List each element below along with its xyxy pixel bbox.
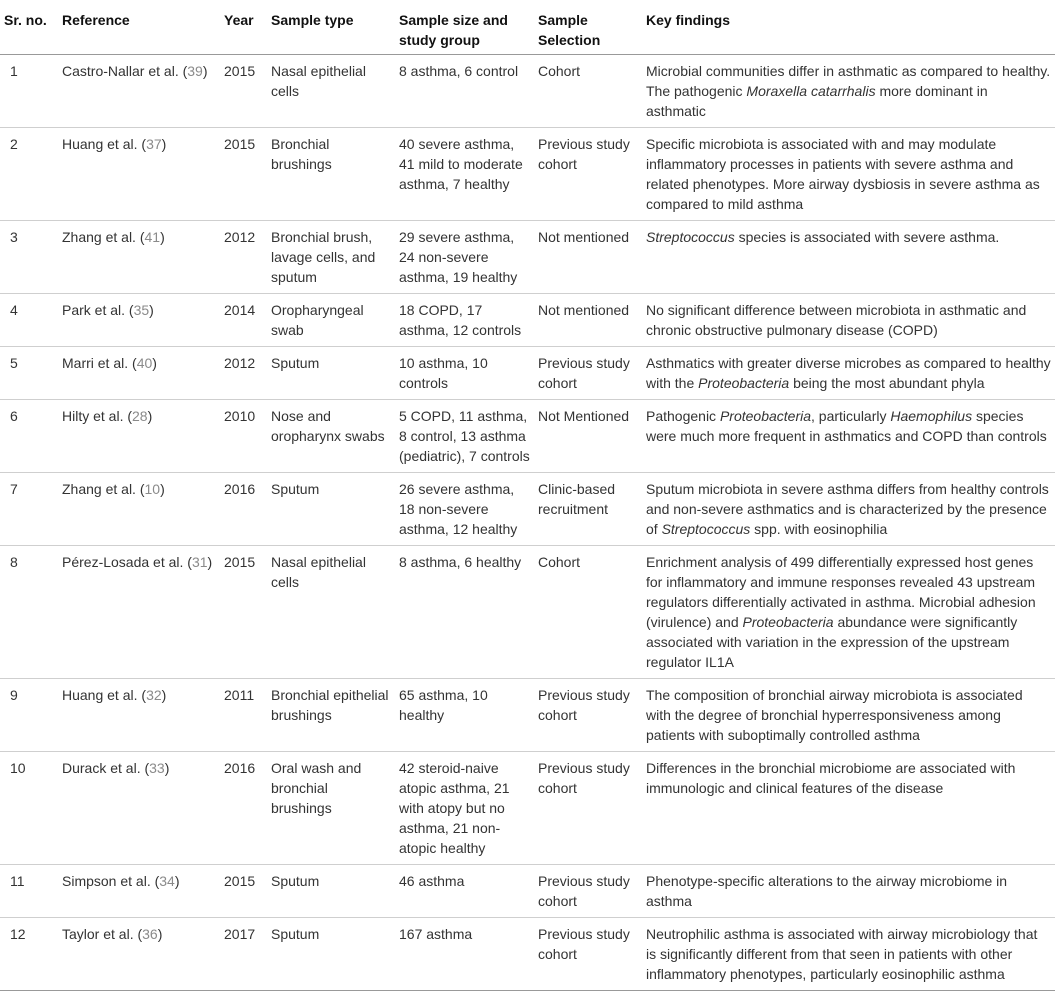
- header-reference: Reference: [58, 0, 220, 55]
- sample-type-cell: Nasal epithelial cells: [267, 55, 395, 128]
- table-row: [0, 128, 1055, 221]
- table-row: [0, 473, 1055, 546]
- findings-text: species were much more frequent in asthmatics and COPD than controls: [646, 408, 1047, 444]
- year-cell: 2016: [220, 473, 267, 546]
- citation-link[interactable]: 36: [142, 926, 158, 942]
- header-sample-size: Sample size and study group: [395, 0, 534, 55]
- selection-cell: Previous study cohort: [534, 128, 642, 221]
- row-number: 9: [0, 679, 58, 752]
- reference-close-paren: ): [147, 408, 153, 424]
- sample-size-cell: 5 COPD, 11 asthma, 8 control, 13 asthma (pediatric), 7 controls: [395, 400, 534, 473]
- row-number: 3: [0, 221, 58, 294]
- table-row: [0, 347, 1055, 400]
- reference-author: Durack et al. (: [62, 760, 150, 776]
- selection-cell: Previous study cohort: [534, 679, 642, 752]
- findings-cell: [642, 679, 1055, 752]
- reference-cell: [58, 679, 220, 752]
- findings-cell: [642, 865, 1055, 918]
- findings-text: Sputum microbiota in severe asthma differs from healthy controls and non-severe asthmatics and is characterized by the presence of: [646, 481, 1049, 537]
- row-number: 6: [0, 400, 58, 473]
- sample-size-cell: 10 asthma, 10 controls: [395, 347, 534, 400]
- reference-close-paren: ): [202, 63, 208, 79]
- row-number: 10: [0, 752, 58, 865]
- row-number: 12: [0, 918, 58, 991]
- citation-link[interactable]: 35: [133, 302, 150, 318]
- row-number: 11: [0, 865, 58, 918]
- selection-cell: Clinic-based recruitment: [534, 473, 642, 546]
- year-cell: 2012: [220, 347, 267, 400]
- findings-text: Differences in the bronchial microbiome are associated with immunologic and clinical features of the disease: [646, 760, 1016, 796]
- row-number: 1: [0, 55, 58, 128]
- citation-link[interactable]: 37: [146, 136, 162, 152]
- findings-cell: [642, 400, 1055, 473]
- findings-text: Enrichment analysis of 499 differentially expressed host genes for inflammatory and immune responses revealed 43 upstream regulators differentially activated in asthma. Microbial adhesion (virulence) and: [646, 554, 1036, 630]
- table-row: [0, 679, 1055, 752]
- row-number: 7: [0, 473, 58, 546]
- reference-cell: [58, 865, 220, 918]
- selection-cell: Previous study cohort: [534, 347, 642, 400]
- findings-cell: [642, 546, 1055, 679]
- reference-close-paren: ): [157, 926, 163, 942]
- sample-type-cell: Bronchial brushings: [267, 128, 395, 221]
- sample-type-cell: Bronchial brush, lavage cells, and sputum: [267, 221, 395, 294]
- reference-cell: [58, 546, 220, 679]
- sample-type-cell: Oropharyngeal swab: [267, 294, 395, 347]
- reference-cell: [58, 400, 220, 473]
- reference-close-paren: ): [161, 136, 167, 152]
- findings-italic-text: Proteobacteria: [719, 408, 812, 424]
- findings-text: Microbial communities differ in asthmatic as compared to healthy. The pathogenic: [646, 63, 1051, 99]
- reference-author: Taylor et al. (: [62, 926, 143, 942]
- selection-cell: Previous study cohort: [534, 865, 642, 918]
- findings-italic-text: Haemophilus: [890, 408, 973, 424]
- findings-text: being the most abundant phyla: [789, 375, 985, 391]
- citation-link[interactable]: 31: [191, 554, 208, 570]
- year-cell: 2011: [220, 679, 267, 752]
- reference-author: Simpson et al. (: [62, 873, 160, 889]
- year-cell: 2016: [220, 752, 267, 865]
- citation-link[interactable]: 33: [149, 760, 165, 776]
- findings-text: Neutrophilic asthma is associated with airway microbiology that is significantly different from that seen in patients with other inflammatory phenotypes, particularly eosinophilic asthma: [646, 926, 1038, 982]
- reference-author: Pérez-Losada et al. (: [62, 554, 192, 570]
- citation-link[interactable]: 10: [144, 481, 161, 497]
- findings-italic-text: Streptococcus: [661, 521, 751, 537]
- reference-author: Marri et al. (: [62, 355, 137, 371]
- sample-size-cell: 167 asthma: [395, 918, 534, 991]
- sample-type-cell: Oral wash and bronchial brushings: [267, 752, 395, 865]
- sample-type-cell: Nasal epithelial cells: [267, 546, 395, 679]
- sample-size-cell: 18 COPD, 17 asthma, 12 controls: [395, 294, 534, 347]
- citation-link[interactable]: 40: [136, 355, 153, 371]
- citation-link[interactable]: 39: [187, 63, 203, 79]
- table-row: [0, 221, 1055, 294]
- year-cell: 2015: [220, 546, 267, 679]
- header-selection: Sample Selection: [534, 0, 642, 55]
- findings-cell: [642, 473, 1055, 546]
- reference-close-paren: ): [174, 873, 180, 889]
- sample-size-cell: 46 asthma: [395, 865, 534, 918]
- reference-author: Park et al. (: [62, 302, 134, 318]
- year-cell: 2017: [220, 918, 267, 991]
- selection-cell: Not mentioned: [534, 294, 642, 347]
- year-cell: 2012: [220, 221, 267, 294]
- reference-cell: [58, 347, 220, 400]
- sample-type-cell: Bronchial epithelial brushings: [267, 679, 395, 752]
- table-row: [0, 546, 1055, 679]
- findings-text: more dominant in asthmatic: [646, 83, 988, 119]
- findings-italic-text: Streptococcus: [646, 229, 735, 245]
- reference-author: Zhang et al. (: [62, 229, 145, 245]
- selection-cell: Not mentioned: [534, 221, 642, 294]
- header-row: [0, 0, 1055, 55]
- sample-size-cell: 42 steroid-naive atopic asthma, 21 with atopy but no asthma, 21 non-atopic healthy: [395, 752, 534, 865]
- reference-close-paren: ): [160, 229, 165, 245]
- year-cell: 2015: [220, 865, 267, 918]
- findings-italic-text: Moraxella catarrhalis: [746, 83, 876, 99]
- findings-text: spp. with eosinophilia: [750, 521, 888, 537]
- sample-type-cell: Sputum: [267, 347, 395, 400]
- findings-text: Pathogenic: [646, 408, 720, 424]
- reference-cell: [58, 918, 220, 991]
- table-row: [0, 294, 1055, 347]
- sample-type-cell: Sputum: [267, 865, 395, 918]
- row-number: 4: [0, 294, 58, 347]
- row-number: 8: [0, 546, 58, 679]
- sample-size-cell: 29 severe asthma, 24 non-severe asthma, 19 healthy: [395, 221, 534, 294]
- reference-author: Huang et al. (: [62, 136, 147, 152]
- reference-close-paren: ): [149, 302, 154, 318]
- sample-size-cell: 40 severe asthma, 41 mild to moderate asthma, 7 healthy: [395, 128, 534, 221]
- findings-cell: [642, 221, 1055, 294]
- findings-cell: [642, 752, 1055, 865]
- sample-type-cell: Nose and oropharynx swabs: [267, 400, 395, 473]
- selection-cell: Previous study cohort: [534, 918, 642, 991]
- header-srno: Sr. no.: [0, 0, 58, 55]
- findings-text: , particularly: [811, 408, 891, 424]
- sample-size-cell: 8 asthma, 6 healthy: [395, 546, 534, 679]
- reference-cell: [58, 55, 220, 128]
- findings-cell: [642, 294, 1055, 347]
- citation-link[interactable]: 41: [144, 229, 161, 245]
- reference-cell: [58, 294, 220, 347]
- row-number: 2: [0, 128, 58, 221]
- selection-cell: Previous study cohort: [534, 752, 642, 865]
- year-cell: 2014: [220, 294, 267, 347]
- findings-text: abundance were significantly associated with variation in the expression of the upstream regulator IL1A: [646, 614, 1018, 670]
- reference-author: Hilty et al. (: [62, 408, 133, 424]
- findings-text: species is associated with severe asthma.: [734, 229, 1000, 245]
- reference-author: Huang et al. (: [62, 687, 147, 703]
- findings-text: The composition of bronchial airway microbiota is associated with the degree of bronchial hyperresponsiveness among patients with suboptimally controlled asthma: [646, 687, 1023, 743]
- reference-author: Castro-Nallar et al. (: [62, 63, 188, 79]
- reference-close-paren: ): [161, 687, 167, 703]
- selection-cell: Cohort: [534, 55, 642, 128]
- sample-size-cell: 26 severe asthma, 18 non-severe asthma, 12 healthy: [395, 473, 534, 546]
- table-row: [0, 865, 1055, 918]
- findings-cell: [642, 128, 1055, 221]
- header-findings: Key findings: [642, 0, 1055, 55]
- header-sample-type: Sample type: [267, 0, 395, 55]
- findings-text: Specific microbiota is associated with and may modulate inflammatory processes in patients with severe asthma and related phenotypes. More airway dysbiosis in severe asthma as compared to mild asthma: [646, 136, 1040, 212]
- findings-cell: [642, 347, 1055, 400]
- year-cell: 2015: [220, 55, 267, 128]
- table-row: [0, 918, 1055, 991]
- citation-link[interactable]: 28: [132, 408, 148, 424]
- selection-cell: Cohort: [534, 546, 642, 679]
- reference-close-paren: ): [164, 760, 170, 776]
- sample-size-cell: 8 asthma, 6 control: [395, 55, 534, 128]
- header-year: Year: [220, 0, 267, 55]
- reference-cell: [58, 128, 220, 221]
- reference-cell: [58, 752, 220, 865]
- findings-text: Asthmatics with greater diverse microbes as compared to healthy with the: [646, 355, 1051, 391]
- selection-cell: Not Mentioned: [534, 400, 642, 473]
- table-row: [0, 55, 1055, 128]
- table-body: [0, 55, 1055, 991]
- sample-type-cell: Sputum: [267, 918, 395, 991]
- findings-text: Phenotype-specific alterations to the airway microbiome in asthma: [646, 873, 1008, 909]
- table-row: [0, 400, 1055, 473]
- table-row: [0, 752, 1055, 865]
- findings-italic-text: Proteobacteria: [742, 614, 834, 630]
- sample-size-cell: 65 asthma, 10 healthy: [395, 679, 534, 752]
- row-number: 5: [0, 347, 58, 400]
- findings-text: No significant difference between microbiota in asthmatic and chronic obstructive pulmonary disease (COPD): [646, 302, 1027, 338]
- findings-cell: [642, 55, 1055, 128]
- findings-italic-text: Proteobacteria: [698, 375, 790, 391]
- reference-author: Zhang et al. (: [62, 481, 145, 497]
- citation-link[interactable]: 32: [146, 687, 162, 703]
- reference-cell: [58, 473, 220, 546]
- reference-cell: [58, 221, 220, 294]
- sample-type-cell: Sputum: [267, 473, 395, 546]
- reference-close-paren: ): [207, 554, 213, 570]
- year-cell: 2015: [220, 128, 267, 221]
- findings-cell: [642, 918, 1055, 991]
- reference-close-paren: ): [152, 355, 157, 371]
- year-cell: 2010: [220, 400, 267, 473]
- reference-close-paren: ): [160, 481, 165, 497]
- citation-link[interactable]: 34: [159, 873, 175, 889]
